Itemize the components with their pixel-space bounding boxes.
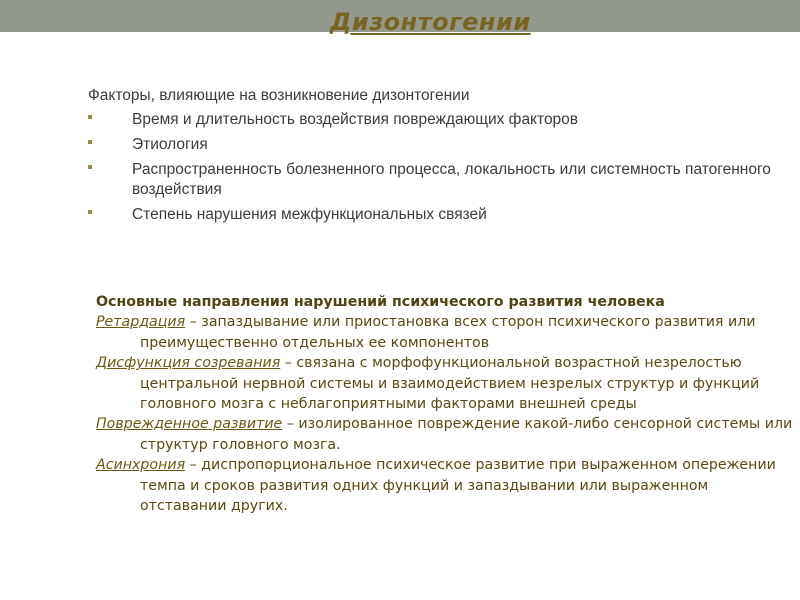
factor-item: [88, 160, 778, 200]
direction-definition: – запаздывание или приостановка всех сторон психического развития или преимущественно отдельных ее компонентов: [140, 314, 756, 351]
factor-text: Этиология: [132, 136, 208, 153]
direction-term: Ретардация: [96, 314, 186, 331]
direction-definition: – диспропорциональное психическое развитие при выраженном опережении темпа и сроков развития одних функций и запаздывании или выраженном отставании других.: [140, 457, 776, 515]
bullet-icon: [88, 115, 92, 119]
direction-entry: [96, 414, 796, 455]
direction-entry: [96, 353, 796, 414]
factor-text: Степень нарушения межфункциональных связей: [132, 206, 487, 223]
direction-term: Поврежденное развитие: [96, 416, 283, 433]
slide-title: Дизонтогении: [330, 8, 531, 36]
factor-item: [88, 205, 778, 225]
direction-term: Асинхрония: [96, 457, 186, 474]
factor-item: [88, 135, 778, 155]
factor-text: Время и длительность воздействия повреждающих факторов: [132, 111, 579, 128]
directions-section: [96, 292, 796, 516]
direction-entry: [96, 455, 796, 516]
direction-definition: – связана с морфофункциональной возрастной незрелостью центральной нервной системы и взаимодействием незрелых структур и функций головного мозга с неблагоприятными факторами внешней среды: [140, 355, 760, 413]
bullet-icon: [88, 165, 92, 169]
factor-text: Распространенность болезненного процесса, локальность или системность патогенного воздействия: [132, 161, 771, 198]
direction-definition: – изолированное повреждение какой-либо сенсорной системы или структур головного мозга.: [140, 416, 793, 453]
factor-item: [88, 110, 778, 130]
direction-term: Дисфункция созревания: [96, 355, 281, 372]
factors-heading: Факторы, влияющие на возникновение дизонтогении: [88, 87, 470, 104]
directions-heading: Основные направления нарушений психического развития человека: [96, 294, 665, 310]
factors-section: [88, 86, 778, 230]
factors-list: [88, 110, 778, 225]
bullet-icon: [88, 210, 92, 214]
bullet-icon: [88, 140, 92, 144]
direction-entry: [96, 312, 796, 353]
